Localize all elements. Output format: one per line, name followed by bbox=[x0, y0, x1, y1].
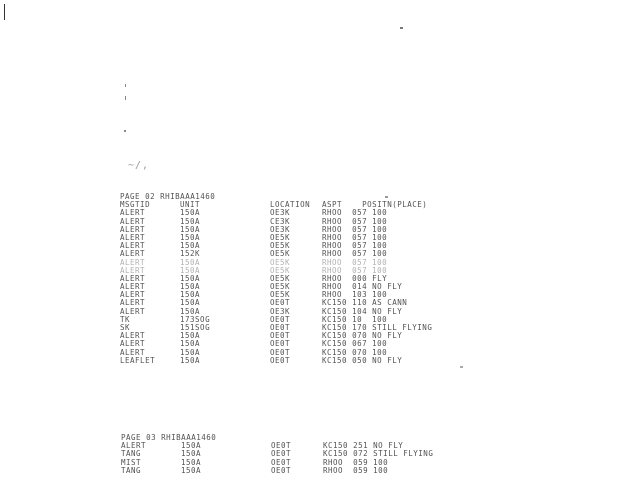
speck-mark bbox=[124, 130, 126, 132]
cell-unit: 150A bbox=[181, 457, 202, 467]
cell-unit: 150A bbox=[180, 282, 201, 292]
log-row: LEAFLET 150A OE0T KC150 050 NO FLY bbox=[120, 355, 403, 365]
log-row: ALERT 150A OE5K RHOO 057 100 bbox=[120, 232, 388, 242]
cell-location: OE5K bbox=[270, 273, 291, 283]
log-row: SK 151SOG OE0T KC150 170 STILL FLYING bbox=[120, 323, 433, 333]
log-row: ALERT 150A OE3K KC150 104 NO FLY bbox=[120, 306, 403, 316]
cell-msg-type: ALERT bbox=[120, 216, 146, 226]
page-header: PAGE 02 RHIBAAA1460 bbox=[120, 192, 216, 201]
col-header-unit: UNIT bbox=[180, 200, 201, 210]
faint-scribble: ~/, bbox=[128, 160, 150, 171]
cell-msg-type: ALERT bbox=[120, 241, 146, 251]
cell-msg-type: ALERT bbox=[120, 331, 146, 341]
cell-msg-type: ALERT bbox=[120, 282, 146, 292]
cell-unit: 150A bbox=[180, 355, 201, 365]
speck-mark bbox=[460, 366, 463, 368]
cell-unit: 152K bbox=[180, 249, 201, 259]
cell-location: OE5K bbox=[270, 290, 291, 300]
col-header-msgtid: MSGTID bbox=[120, 200, 151, 210]
cell-location: OE0T bbox=[270, 323, 291, 333]
log-row: TK 173SOG OE0T KC150 10 100 bbox=[120, 314, 388, 324]
cell-unit: 150A bbox=[181, 465, 202, 475]
cell-location: OE0T bbox=[270, 331, 291, 341]
cell-unit: 150A bbox=[180, 208, 201, 218]
log-row: ALERT 150A OE5K RHOO 057 100 bbox=[120, 241, 388, 251]
page-header: PAGE 03 RHIBAAA1460 bbox=[121, 433, 217, 442]
log-row: ALERT 150A OE0T KC150 070 NO FLY bbox=[120, 331, 403, 341]
cell-unit: 150A bbox=[180, 232, 201, 242]
log-row: ALERT 150A OE0T KC150 110 AS CANN bbox=[120, 298, 408, 308]
log-row: TANG 150A OE0T KC150 072 STILL FLYING bbox=[121, 449, 434, 459]
cell-unit: 150A bbox=[180, 331, 201, 341]
log-row: ALERT 150A OE0T KC150 070 100 bbox=[120, 347, 388, 357]
speck-mark bbox=[385, 196, 388, 198]
cell-msg-type: ALERT bbox=[120, 273, 146, 283]
cell-msg-type: TK bbox=[120, 314, 131, 324]
cell-unit: 150A bbox=[180, 306, 201, 316]
cell-msg-type: MIST bbox=[121, 457, 142, 467]
log-row: ALERT 150A CE3K RHOO 057 100 bbox=[120, 216, 388, 226]
cell-unit: 150A bbox=[180, 347, 201, 357]
cell-location: OE0T bbox=[271, 465, 292, 475]
cell-location: OE3K bbox=[270, 306, 291, 316]
cell-unit: 151SOG bbox=[180, 323, 211, 333]
cell-msg-type: ALERT bbox=[120, 257, 146, 267]
cell-unit: 150A bbox=[181, 449, 202, 459]
cell-location: OE0T bbox=[270, 314, 291, 324]
edge-mark bbox=[4, 4, 5, 20]
cell-location: OE0T bbox=[271, 441, 292, 451]
cell-location: OE0T bbox=[270, 355, 291, 365]
speck-mark bbox=[400, 27, 403, 29]
cell-msg-type: ALERT bbox=[120, 290, 146, 300]
cell-msg-type: ALERT bbox=[120, 232, 146, 242]
message-log-page-03 bbox=[121, 433, 434, 475]
cell-location: OE0T bbox=[270, 347, 291, 357]
log-row: ALERT 150A OE0T KC150 251 NO FLY bbox=[121, 441, 404, 451]
cell-location: OE5K bbox=[270, 249, 291, 259]
cell-unit: 150A bbox=[180, 290, 201, 300]
cell-msg-type: ALERT bbox=[121, 441, 147, 451]
log-row: ALERT 150A OE0T KC150 067 100 bbox=[120, 339, 388, 349]
cell-msg-type: SK bbox=[120, 323, 131, 333]
col-header-location: LOCATION bbox=[270, 200, 311, 210]
cell-location: OE5K bbox=[270, 282, 291, 292]
cell-location: OE0T bbox=[270, 298, 291, 308]
cell-msg-type: ALERT bbox=[120, 298, 146, 308]
cell-msg-type: ALERT bbox=[120, 339, 146, 349]
log-row: TANG 150A OE0T RHOO 059 100 bbox=[121, 465, 389, 475]
cell-unit: 150A bbox=[180, 298, 201, 308]
cell-unit: 173SOG bbox=[180, 314, 211, 324]
cell-unit: 150A bbox=[180, 273, 201, 283]
cell-unit: 150A bbox=[181, 441, 202, 451]
cell-location: OE5K bbox=[270, 257, 291, 267]
log-row: MIST 150A OE0T RHOO 059 100 bbox=[121, 457, 389, 467]
cell-unit: 150A bbox=[180, 241, 201, 251]
cell-unit: 150A bbox=[180, 224, 201, 234]
cell-location: OE5K bbox=[270, 241, 291, 251]
cell-msg-type: ALERT bbox=[120, 306, 146, 316]
cell-location: OE0T bbox=[271, 449, 292, 459]
cell-msg-type: ALERT bbox=[120, 249, 146, 259]
cell-location: CE3K bbox=[270, 216, 291, 226]
log-row: ALERT 150A OE5K RHOO 014 NO FLY bbox=[120, 282, 403, 292]
message-log-page-02 bbox=[120, 192, 433, 365]
speck-mark bbox=[125, 96, 126, 100]
cell-unit: 150A bbox=[180, 265, 201, 275]
cell-location: OE3K bbox=[270, 208, 291, 218]
cell-msg-type: ALERT bbox=[120, 224, 146, 234]
log-rows bbox=[121, 441, 434, 475]
cell-unit: 150A bbox=[180, 257, 201, 267]
cell-msg-type: ALERT bbox=[120, 265, 146, 275]
cell-msg-type: ALERT bbox=[120, 347, 146, 357]
cell-location: OE3K bbox=[270, 224, 291, 234]
log-row: ALERT 150A OE3K RHOO 057 100 bbox=[120, 208, 388, 218]
log-row: ALERT 150A OE5K RHOO 000 FLY bbox=[120, 273, 388, 283]
cell-location: OE0T bbox=[270, 339, 291, 349]
cell-msg-type: TANG bbox=[121, 449, 142, 459]
log-row: ALERT 150A OE5K RHOO 057 100 bbox=[120, 257, 388, 267]
log-row: ALERT 150A OE5K RHOO 057 100 bbox=[120, 265, 388, 275]
cell-location: OE5K bbox=[270, 265, 291, 275]
log-row: ALERT 150A OE3K RHOO 057 100 bbox=[120, 224, 388, 234]
log-row: ALERT 150A OE5K RHOO 103 100 bbox=[120, 290, 388, 300]
log-rows bbox=[120, 208, 433, 365]
cell-msg-type: TANG bbox=[121, 465, 142, 475]
cell-unit: 150A bbox=[180, 216, 201, 226]
cell-location: OE0T bbox=[271, 457, 292, 467]
column-headers: MSGTID UNIT LOCATION ASPT POSITN(PLACE) bbox=[120, 200, 428, 210]
cell-msg-type: LEAFLET bbox=[120, 355, 156, 365]
cell-location: OE5K bbox=[270, 232, 291, 242]
cell-msg-type: ALERT bbox=[120, 208, 146, 218]
log-row: ALERT 152K OE5K RHOO 057 100 bbox=[120, 249, 388, 259]
cell-unit: 150A bbox=[180, 339, 201, 349]
speck-mark bbox=[125, 84, 126, 87]
